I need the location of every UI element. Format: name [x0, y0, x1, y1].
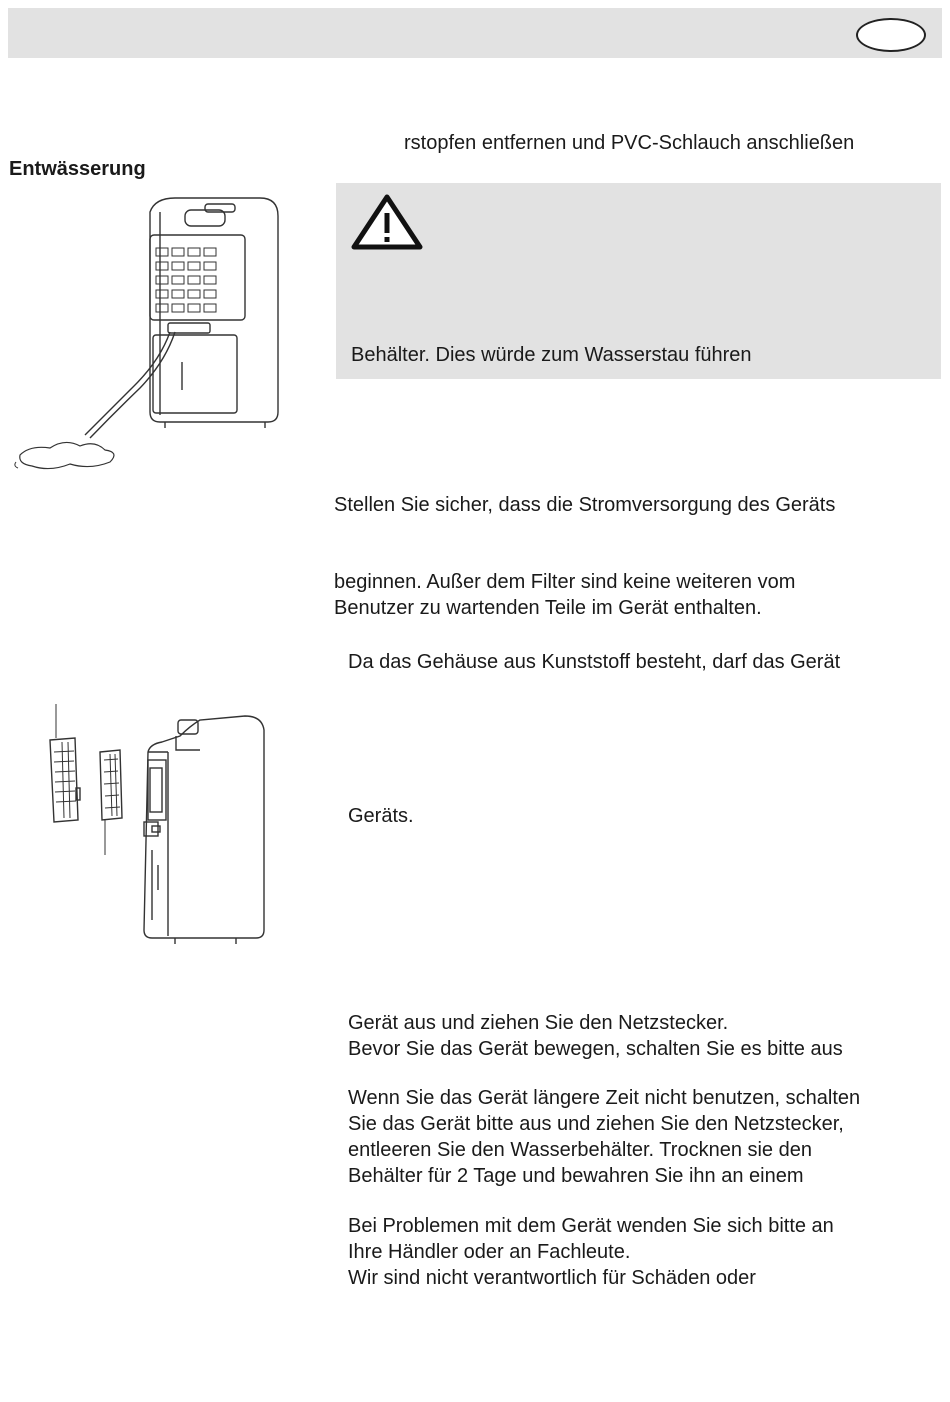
language-badge: [856, 18, 926, 52]
note-line-5: entleeren Sie den Wasserbehälter. Trocknen sie den: [348, 1139, 812, 1161]
warning-text: Behälter. Dies würde zum Wasserstau führen: [351, 344, 752, 366]
filter-text-line1: beginnen. Außer dem Filter sind keine weiteren vom: [334, 571, 796, 593]
note-line-6: Behälter für 2 Tage und bewahren Sie ihn an einem: [348, 1165, 804, 1187]
note-line-2: Bevor Sie das Gerät bewegen, schalten Sie es bitte aus: [348, 1038, 843, 1060]
note-line-7: Bei Problemen mit dem Gerät wenden Sie sich bitte an: [348, 1215, 834, 1237]
header-bar: [8, 8, 942, 58]
power-supply-text: Stellen Sie sicher, dass die Stromversorgung des Geräts: [334, 494, 836, 516]
note-line-1: Gerät aus und ziehen Sie den Netzstecker.: [348, 1012, 729, 1034]
filter-removal-illustration: [40, 690, 280, 950]
note-line-9: Wir sind nicht verantwortlich für Schäden oder: [348, 1267, 756, 1289]
dehumidifier-drain-illustration: [10, 190, 300, 480]
note-line-3: Wenn Sie das Gerät längere Zeit nicht benutzen, schalten: [348, 1087, 861, 1109]
section-heading-drainage: Entwässerung: [9, 158, 146, 180]
drainage-step-text: rstopfen entfernen und PVC-Schlauch anschließen: [404, 132, 855, 154]
housing-text: Da das Gehäuse aus Kunststoff besteht, darf das Gerät: [348, 651, 841, 673]
warning-triangle-icon: [350, 193, 424, 251]
filter-text-line2: Benutzer zu wartenden Teile im Gerät enthalten.: [334, 597, 762, 619]
note-line-4: Sie das Gerät bitte aus und ziehen Sie den Netzstecker,: [348, 1113, 844, 1135]
note-line-8: Ihre Händler oder an Fachleute.: [348, 1241, 631, 1263]
geraets-text: Geräts.: [348, 805, 414, 827]
